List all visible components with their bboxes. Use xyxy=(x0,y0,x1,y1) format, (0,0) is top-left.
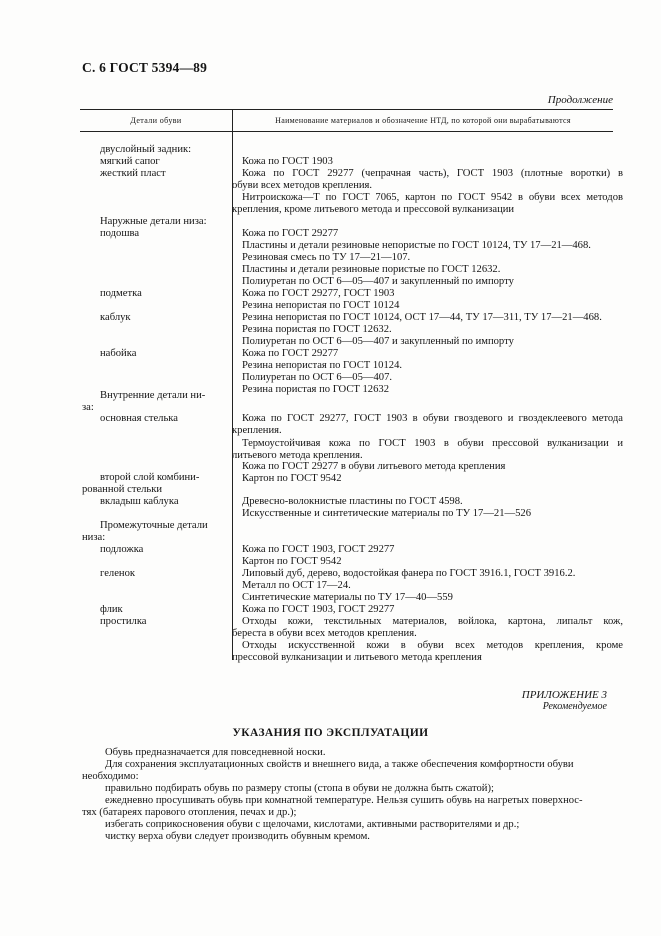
appendix-status: Рекомендуемое xyxy=(542,701,607,712)
table-material-line: Резина непористая по ГОСТ 10124. xyxy=(242,360,403,371)
table-material-line: Отходы кожи, текстильных материалов, войлока, картона, липальт кож, xyxy=(242,616,623,627)
table-material-line: Искусственные и синтетические материалы по ТУ 17—21—526 xyxy=(242,508,531,519)
body-paragraph: чистку верха обуви следует производить обувным кремом. xyxy=(105,831,370,842)
table-material-line: Кожа по ГОСТ 29277, ГОСТ 1903 xyxy=(242,288,395,299)
table-material-line: Кожа по ГОСТ 29277 xyxy=(242,348,339,359)
table-material-line: Полиуретан по ОСТ 6—05—407 и закупленный по импорту xyxy=(242,276,514,287)
body-paragraph: ежедневно просушивать обувь при комнатной температуре. Нельзя сушить обувь на нагретых поверхнос- xyxy=(105,795,583,806)
table-top-rule xyxy=(80,109,613,110)
table-material-line: Полиуретан по ОСТ 6—05—407 и закупленный по импорту xyxy=(242,336,514,347)
table-material-line: Кожа по ГОСТ 1903 xyxy=(242,156,333,167)
table-part-group: низа: xyxy=(82,532,106,543)
table-part-group: Наружные детали низа: xyxy=(100,216,207,227)
table-material-line: Синтетические материалы по ТУ 17—40—559 xyxy=(242,592,453,603)
table-part-label: геленок xyxy=(100,568,136,579)
page-header: С. 6 ГОСТ 5394—89 xyxy=(82,60,208,75)
body-paragraph: избегать соприкосновения обуви с щелочами, кислотами, активными растворителями и др.; xyxy=(105,819,520,830)
table-material-line: обуви всех методов крепления. xyxy=(232,180,373,191)
table-material-line: Древесно-волокнистые пластины по ГОСТ 4598. xyxy=(242,496,463,507)
table-material-line: Пластины и детали резиновые пористые по ГОСТ 12632. xyxy=(242,264,501,275)
table-part-group: за: xyxy=(82,402,94,413)
table-part-group: Внутренние детали ни- xyxy=(100,390,206,401)
appendix-label: ПРИЛОЖЕНИЕ 3 xyxy=(521,689,607,701)
table-col1-header: Детали обуви xyxy=(130,116,182,125)
table-material-line: Резина непористая по ГОСТ 10124 xyxy=(242,300,400,311)
table-part-label: рованной стельки xyxy=(82,484,163,495)
table-material-line: Металл по ОСТ 17—24. xyxy=(242,580,351,591)
appendix-heading xyxy=(522,689,607,713)
section-title: УКАЗАНИЯ ПО ЭКСПЛУАТАЦИИ xyxy=(232,727,429,739)
table-material-line: прессовой вулканизации и литьевого метода крепления xyxy=(232,652,482,663)
table-material-line: Кожа по ГОСТ 1903, ГОСТ 29277 xyxy=(242,604,395,615)
table-material-line: Полиуретан по ОСТ 6—05—407. xyxy=(242,372,393,383)
table-part-label: жесткий пласт xyxy=(100,168,166,179)
table-material-line: Пластины и детали резиновые непористые по ГОСТ 10124, ТУ 17—21—468. xyxy=(242,240,591,251)
table-material-line: Кожа по ГОСТ 1903, ГОСТ 29277 xyxy=(242,544,395,555)
table-part-label: флик xyxy=(100,604,123,615)
table-part-label: простилка xyxy=(100,616,147,627)
table-material-line: крепления, кроме литьевого метода и прессовой вулканизации xyxy=(232,204,515,215)
table-header-rule xyxy=(80,131,613,132)
table-material-line: Липовый дуб, дерево, водостойкая фанера по ГОСТ 3916.1, ГОСТ 3916.2. xyxy=(242,568,576,579)
table-part-label: каблук xyxy=(100,312,131,323)
table-material-line: Термоустойчивая кожа по ГОСТ 1903 в обуви прессовой вулканизации и xyxy=(242,438,623,449)
table-material-line: крепления. xyxy=(232,425,282,436)
table-material-line: Кожа по ГОСТ 29277 (чепрачная часть), ГОСТ 1903 (плотные воротки) в xyxy=(242,168,623,179)
table-part-label: подложка xyxy=(100,544,144,555)
table-part-label: подошва xyxy=(100,228,140,239)
table-material-line: Картон по ГОСТ 9542 xyxy=(242,473,342,484)
table-material-line: Кожа по ГОСТ 29277 в обуви литьевого метода крепления xyxy=(242,461,506,472)
table-material-line: литьевого метода крепления. xyxy=(232,450,363,461)
body-paragraph: Для сохранения эксплуатационных свойств и внешнего вида, а также обеспечения комфортности обуви xyxy=(105,759,574,770)
body-paragraph: необходимо: xyxy=(82,771,139,782)
table-material-line: Резина пористая по ГОСТ 12632 xyxy=(242,384,389,395)
table-material-line: Отходы искусственной кожи в обуви всех методов крепления, кроме xyxy=(242,640,623,651)
table-part-label: подметка xyxy=(100,288,142,299)
continuation-label: Продолжение xyxy=(547,94,613,106)
table-part-label: второй слой комбини- xyxy=(100,472,200,483)
body-paragraph: тях (батареях парового отопления, печах и др.); xyxy=(82,807,297,818)
table-material-line: Резиновая смесь по ТУ 17—21—107. xyxy=(242,252,411,263)
table-material-line: Резина непористая по ГОСТ 10124, ОСТ 17—44, ТУ 17—311, ТУ 17—21—468. xyxy=(242,312,602,323)
table-col2-header: Наименование материалов и обозначение НТД, по которой они вырабатываются xyxy=(275,116,571,125)
body-paragraph: правильно подбирать обувь по размеру стопы (стопа в обуви не должна быть сжатой); xyxy=(105,783,494,794)
table-part-label: двуслойный задник: xyxy=(100,144,192,155)
table-column-divider xyxy=(232,110,233,660)
table-material-line: Кожа по ГОСТ 29277 xyxy=(242,228,339,239)
body-paragraph: Обувь предназначается для повседневной носки. xyxy=(105,747,326,758)
table-material-line: Нитроискожа—Т по ГОСТ 7065, картон по ГОСТ 9542 в обуви всех методов xyxy=(242,192,623,203)
table-material-line: Резина пористая по ГОСТ 12632. xyxy=(242,324,392,335)
table-material-line: Кожа по ГОСТ 29277, ГОСТ 1903 в обуви гвоздевого и гвоздеклеевого метода xyxy=(242,413,623,424)
table-part-label: основная стелька xyxy=(100,413,178,424)
table-part-label: мягкий сапог xyxy=(100,156,160,167)
table-material-line: Картон по ГОСТ 9542 xyxy=(242,556,342,567)
table-part-label: набойка xyxy=(100,348,137,359)
table-part-label: вкладыш каблука xyxy=(100,496,179,507)
table-part-group: Промежуточные детали xyxy=(100,520,208,531)
table-material-line: береста в обуви всех методов крепления. xyxy=(232,628,417,639)
